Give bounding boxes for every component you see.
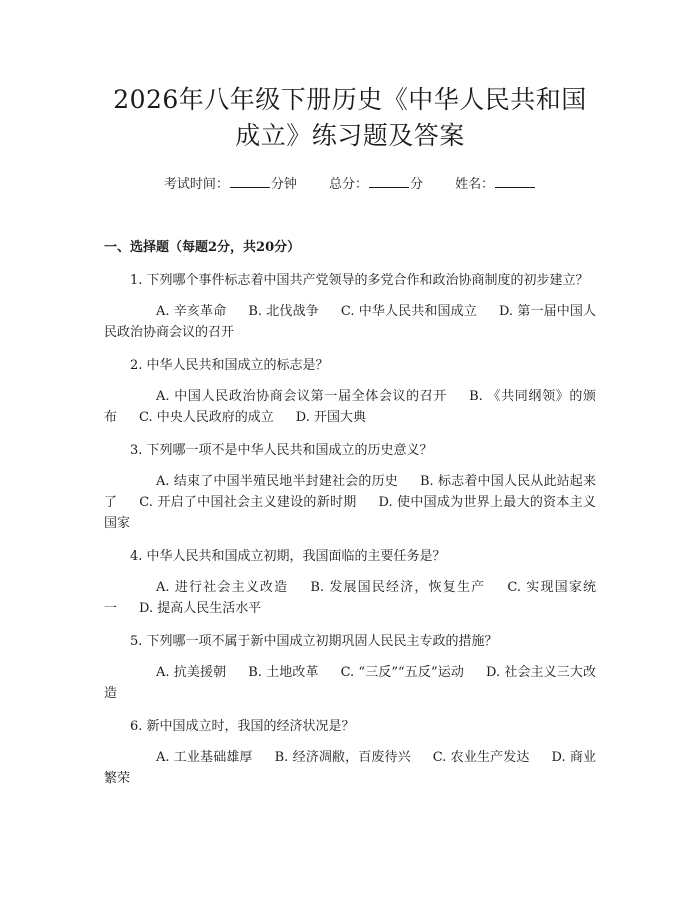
option-a: A. 进行社会主义改造 <box>156 580 289 595</box>
total-score-label: 总分： <box>328 177 368 192</box>
question-3 <box>104 440 596 534</box>
option-d: D. 开国大典 <box>295 410 366 425</box>
option-d: D. 提高人民生活水平 <box>139 601 262 616</box>
question-stem: 6. 新中国成立时，我国的经济状况是？ <box>130 719 355 734</box>
exam-time-blank <box>230 176 270 188</box>
option-b: B. 标志着中国人民从此站起来了 <box>104 474 596 510</box>
option-b: B. 发展国民经济，恢复生产 <box>310 580 486 595</box>
option-d: D. 第一届中国人民政治协商会议的召开 <box>104 304 596 340</box>
student-name-label: 姓名： <box>455 177 495 192</box>
question-2 <box>104 355 596 428</box>
exam-info-row <box>104 176 596 194</box>
option-b: B. 《共同纲领》的颁布 <box>104 389 596 425</box>
exam-time-unit: 分钟 <box>270 177 297 192</box>
option-b: B. 经济凋敝，百废待兴 <box>274 750 411 765</box>
student-name-field <box>455 176 536 194</box>
total-score-unit: 分 <box>410 177 424 192</box>
question-options <box>104 386 596 428</box>
question-5 <box>104 631 596 704</box>
question-4 <box>104 546 596 619</box>
question-1 <box>104 270 596 343</box>
option-a: A. 结束了中国半殖民地半封建社会的历史 <box>156 474 398 489</box>
option-b: B. 土地改革 <box>248 665 319 680</box>
option-d: D. 商业繁荣 <box>104 750 596 786</box>
option-d: D. 社会主义三大改造 <box>104 665 596 701</box>
option-c: C. “三反”“五反”运动 <box>340 665 464 680</box>
exam-time-label: 考试时间： <box>163 177 229 192</box>
question-options <box>104 577 596 619</box>
option-a: A. 工业基础雄厚 <box>156 750 253 765</box>
option-c: C. 中央人民政府的成立 <box>139 410 274 425</box>
exam-time-field <box>164 176 297 194</box>
question-options <box>104 662 596 704</box>
option-c: C. 中华人民共和国成立 <box>340 304 477 319</box>
question-options <box>104 747 596 789</box>
student-name-blank <box>495 176 535 188</box>
question-6 <box>104 716 596 789</box>
option-b: B. 北伐战争 <box>248 304 319 319</box>
option-c: C. 农业生产发达 <box>432 750 530 765</box>
total-score-blank <box>369 176 409 188</box>
option-c: C. 开启了中国社会主义建设的新时期 <box>139 495 357 510</box>
question-stem: 1. 下列哪个事件标志着中国共产党领导的多党合作和政治协商制度的初步建立？ <box>130 273 589 288</box>
question-options <box>104 301 596 343</box>
option-d: D. 使中国成为世界上最大的资本主义国家 <box>104 495 596 531</box>
question-stem: 5. 下列哪一项不属于新中国成立初期巩固人民民主专政的措施？ <box>130 634 498 649</box>
option-c: C. 实现国家统一 <box>104 580 597 616</box>
section-title: 一、选择题（每题2分，共20分） <box>104 240 301 255</box>
option-a: A. 抗美援朝 <box>156 665 227 680</box>
option-a: A. 中国人民政治协商会议第一届全体会议的召开 <box>156 389 448 404</box>
question-list <box>104 270 596 789</box>
option-a: A. 辛亥革命 <box>156 304 227 319</box>
document-title: 2026年八年级下册历史《中华人民共和国成立》练习题及答案 <box>113 85 587 150</box>
question-stem: 3. 下列哪一项不是中华人民共和国成立的历史意义？ <box>130 443 433 458</box>
question-stem: 4. 中华人民共和国成立初期，我国面临的主要任务是？ <box>130 549 446 564</box>
total-score-field <box>329 176 423 194</box>
question-stem: 2. 中华人民共和国成立的标志是？ <box>130 358 329 373</box>
question-options <box>104 471 596 534</box>
